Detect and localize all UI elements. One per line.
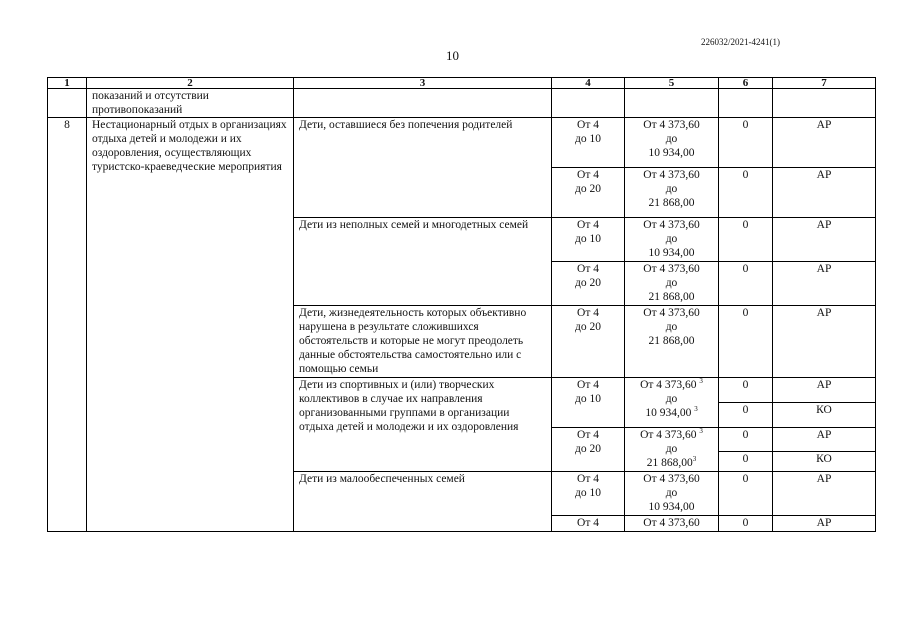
price-cell: От 4 373,60 $^3$ до 10 934,00 $^3$ [625, 378, 719, 428]
table-row [48, 89, 876, 118]
page-number: 10 [446, 48, 459, 63]
value-cell: 0 [719, 262, 773, 306]
code-cell: АР [773, 118, 876, 168]
age-cell: От 4 до 20 [552, 262, 625, 306]
price-cell: От 4 373,60 $^3$ до 21 868,00$^3$ [625, 428, 719, 472]
value-cell: 0 [719, 452, 773, 472]
value-cell: 0 [719, 378, 773, 403]
category-cell: Дети, оставшиеся без попечения родителей [294, 118, 552, 218]
code-cell: АР [773, 516, 876, 532]
service-cell: Нестационарный отдых в организациях отдыха детей и молодежи и их оздоровления, осуществляющих туристско-краеведческие мероприятия [87, 118, 294, 532]
code-cell: АР [773, 428, 876, 452]
header-cell: 7 [773, 78, 876, 89]
price-cell: От 4 373,60 [625, 516, 719, 532]
row-number: 8 [48, 118, 87, 532]
category-cell: Дети, жизнедеятельность которых объективно нарушена в результате сложившихся обстоятельств и которые не могут преодолеть данные обстоятельства самостоятельно или с помощью семьи [294, 306, 552, 378]
code-cell: КО [773, 452, 876, 472]
header-cell: 6 [719, 78, 773, 89]
header-cell: 4 [552, 78, 625, 89]
age-cell: От 4 до 10 [552, 118, 625, 168]
header-row [48, 78, 876, 89]
age-cell: От 4 до 20 [552, 428, 625, 472]
document-id: 226032/2021-4241(1) [701, 37, 780, 47]
age-cell: От 4 до 10 [552, 378, 625, 428]
price-cell: От 4 373,60 до 21 868,00 [625, 306, 719, 378]
value-cell: 0 [719, 118, 773, 168]
value-cell: 0 [719, 403, 773, 428]
age-cell: От 4 до 20 [552, 168, 625, 218]
category-cell: Дети из неполных семей и многодетных семей [294, 218, 552, 306]
age-cell: От 4 до 10 [552, 472, 625, 516]
price-cell: От 4 373,60 до 10 934,00 [625, 118, 719, 168]
price-cell: От 4 373,60 до 10 934,00 [625, 218, 719, 262]
value-cell: 0 [719, 516, 773, 532]
code-cell: АР [773, 306, 876, 378]
category-cell: Дети из малообеспеченных семей [294, 472, 552, 532]
value-cell: 0 [719, 218, 773, 262]
price-cell: От 4 373,60 до 21 868,00 [625, 168, 719, 218]
code-cell: АР [773, 262, 876, 306]
value-cell: 0 [719, 472, 773, 516]
tariff-table [47, 77, 876, 532]
value-cell: 0 [719, 306, 773, 378]
age-cell: От 4 до 20 [552, 306, 625, 378]
code-cell: АР [773, 218, 876, 262]
header-cell: 3 [294, 78, 552, 89]
age-cell: От 4 [552, 516, 625, 532]
price-cell: От 4 373,60 до 21 868,00 [625, 262, 719, 306]
header-cell: 2 [87, 78, 294, 89]
value-cell: 0 [719, 428, 773, 452]
code-cell: АР [773, 168, 876, 218]
price-cell: От 4 373,60 до 10 934,00 [625, 472, 719, 516]
code-cell: АР [773, 472, 876, 516]
table-row [48, 118, 876, 168]
code-cell: КО [773, 403, 876, 428]
header-cell: 5 [625, 78, 719, 89]
category-cell: Дети из спортивных и (или) творческих коллективов в случае их направления организованными группами в организации отдыха детей и молодежи и их оздоровления [294, 378, 552, 472]
service-cell: показаний и отсутствии противопоказаний [87, 89, 294, 118]
value-cell: 0 [719, 168, 773, 218]
age-cell: От 4 до 10 [552, 218, 625, 262]
header-cell: 1 [48, 78, 87, 89]
code-cell: АР [773, 378, 876, 403]
